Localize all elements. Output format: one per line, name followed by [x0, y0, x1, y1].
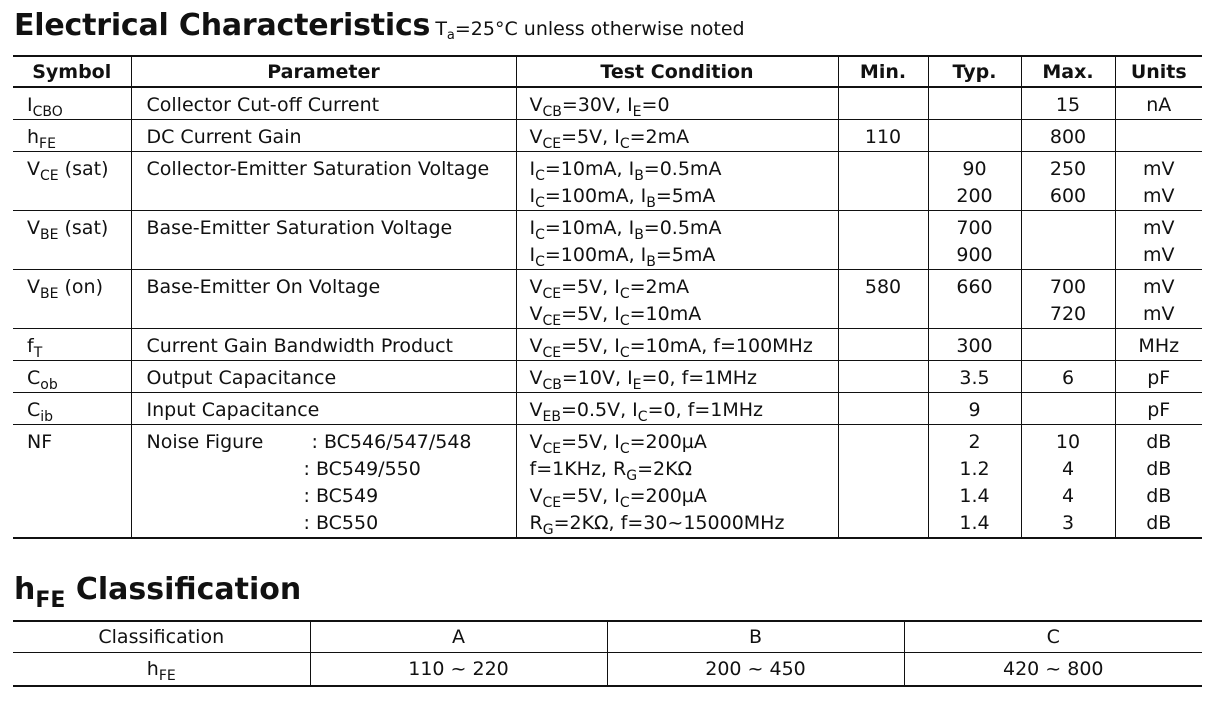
min-value	[839, 397, 928, 424]
condition-text: =30V, I	[561, 94, 633, 116]
condition-line	[530, 333, 838, 360]
min-value	[839, 183, 928, 210]
condition-subscript: B	[646, 254, 656, 270]
parameter-name: Base-Emitter On Voltage	[146, 276, 381, 298]
condition-subscript: G	[542, 522, 554, 538]
typ-value: 90	[962, 158, 987, 180]
min-value: 580	[864, 276, 902, 298]
min-value	[839, 483, 928, 510]
condition-subscript: CE	[542, 286, 562, 302]
symbol-cell	[13, 393, 131, 425]
condition-cell	[516, 152, 838, 211]
condition-text: V	[529, 276, 543, 298]
units-value: dB	[1146, 431, 1172, 453]
condition-subscript: C	[637, 409, 648, 425]
max-cell	[1021, 270, 1115, 329]
units-value: mV	[1142, 158, 1175, 180]
condition-subscript: CE	[542, 495, 562, 511]
typ-cell	[928, 211, 1021, 270]
parameter-cell	[131, 211, 516, 270]
symbol-subscript: ib	[40, 409, 54, 425]
condition-text: V	[529, 367, 543, 389]
parameter-cell	[131, 393, 516, 425]
typ-value: 700	[956, 217, 993, 239]
table-row	[13, 87, 1202, 120]
symbol-cell	[13, 120, 131, 152]
parameter-name: DC Current Gain	[146, 126, 302, 148]
typ-value	[929, 124, 1021, 151]
condition-cell	[516, 211, 838, 270]
parameter-cell	[131, 329, 516, 361]
max-value: 720	[1049, 303, 1087, 325]
min-cell	[838, 211, 928, 270]
device-variant: : BC549	[303, 485, 379, 507]
condition-subscript: C	[619, 495, 630, 511]
condition-line	[530, 215, 838, 242]
symbol-base: V	[27, 217, 40, 239]
units-value: MHz	[1138, 335, 1180, 357]
min-value	[839, 242, 928, 269]
symbol-base: C	[27, 399, 41, 421]
typ-cell	[928, 393, 1021, 425]
header-symbol: Symbol	[13, 56, 131, 87]
parameter-line	[147, 429, 516, 456]
symbol-base: V	[27, 158, 40, 180]
max-cell	[1021, 329, 1115, 361]
condition-text: =100mA, I	[544, 244, 647, 266]
symbol-cell	[13, 152, 131, 211]
condition-text: =10mA, I	[544, 158, 635, 180]
units-cell	[1115, 211, 1202, 270]
units-cell	[1115, 120, 1202, 152]
parameter-line	[147, 456, 516, 483]
min-value	[839, 510, 928, 537]
max-value	[1022, 333, 1115, 360]
condition-cell	[516, 120, 838, 152]
condition-text: I	[529, 244, 536, 266]
condition-line	[530, 92, 838, 119]
condition-text: V	[529, 94, 543, 116]
condition-line	[530, 429, 838, 456]
typ-cell	[928, 425, 1021, 539]
condition-subscript: C	[535, 227, 545, 243]
classification-header-row	[13, 621, 1202, 653]
range-c: 420 ~ 800	[904, 653, 1202, 687]
condition-cell	[516, 270, 838, 329]
condition-line	[530, 301, 838, 328]
hfe-classification-table	[13, 620, 1202, 687]
parameter-name: Base-Emitter Saturation Voltage	[146, 217, 453, 239]
condition-line	[530, 483, 838, 510]
units-cell	[1115, 270, 1202, 329]
condition-subscript: C	[535, 195, 545, 211]
condition-text: =5V, I	[561, 485, 620, 507]
max-cell	[1021, 120, 1115, 152]
header-max: Max.	[1021, 56, 1115, 87]
range-b: 200 ~ 450	[607, 653, 904, 687]
parameter-name: Noise Figure	[146, 431, 264, 453]
condition-subscript: E	[632, 104, 642, 120]
symbol-cell	[13, 425, 131, 539]
units-cell	[1115, 87, 1202, 120]
typ-value: 660	[956, 276, 993, 298]
symbol-base: f	[27, 335, 34, 357]
header-test-condition: Test Condition	[516, 56, 838, 87]
units-value: dB	[1146, 485, 1172, 507]
max-value: 800	[1049, 126, 1087, 148]
condition-text: R	[529, 512, 543, 534]
condition-subscript: EB	[542, 409, 561, 425]
condition-text: =5mA	[655, 185, 716, 207]
min-cell	[838, 152, 928, 211]
max-value	[1022, 242, 1115, 269]
condition-subscript: B	[646, 195, 656, 211]
condition-subscript: E	[632, 377, 642, 393]
condition-line	[530, 274, 838, 301]
class-a: A	[310, 621, 607, 653]
min-cell	[838, 329, 928, 361]
condition-text: =10mA, I	[544, 217, 635, 239]
symbol-subscript: BE	[40, 227, 59, 243]
max-value: 700	[1049, 276, 1087, 298]
hfe-classification-title: $h_{FE}$ Classification	[14, 572, 302, 613]
symbol-base: C	[27, 367, 41, 389]
units-value: dB	[1146, 458, 1172, 480]
min-cell	[838, 120, 928, 152]
condition-subscript: C	[619, 313, 630, 329]
condition-line	[530, 397, 838, 424]
min-value	[839, 333, 928, 360]
units-cell	[1115, 152, 1202, 211]
min-value	[839, 215, 928, 242]
max-value: 4	[1061, 485, 1075, 507]
symbol-subscript: CBO	[32, 104, 63, 120]
condition-text: =0.5V, I	[560, 399, 638, 421]
condition-text: I	[529, 217, 536, 239]
min-cell	[838, 425, 928, 539]
condition-subscript: CE	[542, 441, 562, 457]
symbol-subscript: T	[33, 345, 43, 361]
temperature-note: $T_a=25^\circ C$ unless otherwise noted	[435, 18, 745, 43]
table-row	[13, 329, 1202, 361]
condition-subscript: B	[634, 227, 644, 243]
parameter-name: Input Capacitance	[146, 399, 320, 421]
condition-text: =5V, I	[561, 303, 620, 325]
parameter-name: Output Capacitance	[146, 367, 337, 389]
symbol-subscript: CE	[40, 168, 59, 184]
condition-subscript: C	[619, 286, 630, 302]
symbol-cell	[13, 361, 131, 393]
max-value: 15	[1055, 94, 1081, 116]
condition-line	[530, 456, 838, 483]
table-row	[13, 270, 1202, 329]
condition-text: =5V, I	[561, 431, 620, 453]
parameter-name: Collector-Emitter Saturation Voltage	[146, 158, 490, 180]
typ-value: 1.4	[959, 485, 990, 507]
condition-text: =2mA	[629, 276, 690, 298]
units-cell	[1115, 329, 1202, 361]
hfe-row-label: $h_{FE}$	[146, 658, 176, 684]
condition-subscript: CB	[542, 104, 562, 120]
units-value: mV	[1142, 217, 1175, 239]
condition-line	[530, 510, 838, 537]
condition-cell	[516, 329, 838, 361]
max-cell	[1021, 425, 1115, 539]
typ-value	[929, 301, 1021, 328]
typ-value: 9	[968, 399, 981, 421]
typ-cell	[928, 361, 1021, 393]
condition-subscript: C	[619, 136, 630, 152]
header-min: Min.	[838, 56, 928, 87]
max-value	[1022, 215, 1115, 242]
condition-text: f=1KHz, R	[529, 458, 627, 480]
units-value: nA	[1146, 94, 1172, 116]
table-body	[13, 87, 1202, 538]
device-variant: : BC550	[303, 512, 379, 534]
classification-label: Classification	[13, 621, 310, 653]
condition-text: =100mA, I	[544, 185, 647, 207]
parameter-name: Collector Cut-off Current	[146, 94, 380, 116]
condition-text: V	[529, 431, 543, 453]
min-value	[839, 365, 928, 392]
condition-text: =10mA	[629, 303, 702, 325]
table-row	[13, 393, 1202, 425]
symbol-base: h	[27, 126, 40, 148]
symbol-subscript: FE	[39, 136, 56, 152]
units-value: mV	[1142, 303, 1175, 325]
condition-cell	[516, 393, 838, 425]
header-typ: Typ.	[928, 56, 1021, 87]
condition-line	[530, 242, 838, 269]
symbol-base: V	[27, 276, 40, 298]
condition-subscript: C	[535, 254, 545, 270]
max-value: 600	[1049, 185, 1087, 207]
min-value	[839, 92, 928, 119]
device-variant: : BC549/550	[303, 458, 421, 480]
symbol-suffix: (sat)	[58, 217, 109, 239]
condition-text: V	[529, 485, 543, 507]
min-cell	[838, 361, 928, 393]
condition-cell	[516, 87, 838, 120]
units-value: pF	[1147, 367, 1171, 389]
condition-text: V	[529, 335, 543, 357]
parameter-name: Current Gain Bandwidth Product	[146, 335, 453, 357]
condition-subscript: C	[619, 345, 630, 361]
symbol-suffix: (sat)	[58, 158, 109, 180]
max-cell	[1021, 393, 1115, 425]
condition-text: I	[529, 185, 536, 207]
table-header-row	[13, 56, 1202, 87]
condition-text: =2KΩ	[637, 458, 693, 480]
condition-text: =0.5mA	[643, 217, 722, 239]
condition-text: =0, f=1MHz	[641, 367, 757, 389]
typ-cell	[928, 152, 1021, 211]
condition-subscript: CE	[542, 313, 562, 329]
units-cell	[1115, 425, 1202, 539]
units-value: mV	[1142, 185, 1175, 207]
typ-cell	[928, 87, 1021, 120]
condition-subscript: C	[535, 168, 545, 184]
condition-text: =0.5mA	[643, 158, 722, 180]
condition-line	[530, 183, 838, 210]
units-value: dB	[1146, 512, 1172, 534]
condition-text: =2KΩ, f=30~15000MHz	[553, 512, 785, 534]
typ-value: 1.2	[959, 458, 990, 480]
condition-subscript: G	[626, 468, 638, 484]
max-value: 6	[1061, 367, 1075, 389]
condition-line	[530, 365, 838, 392]
typ-value: 200	[956, 185, 993, 207]
header-parameter: Parameter	[131, 56, 516, 87]
min-cell	[838, 270, 928, 329]
symbol-cell	[13, 211, 131, 270]
units-cell	[1115, 393, 1202, 425]
max-cell	[1021, 211, 1115, 270]
min-cell	[838, 87, 928, 120]
condition-text: =5V, I	[561, 335, 620, 357]
parameter-cell	[131, 87, 516, 120]
typ-cell	[928, 329, 1021, 361]
units-value: mV	[1142, 244, 1175, 266]
typ-value: 1.4	[959, 512, 990, 534]
condition-cell	[516, 425, 838, 539]
page-title	[14, 8, 745, 43]
max-value	[1022, 397, 1115, 424]
symbol-base: NF	[27, 431, 53, 453]
parameter-line	[147, 510, 516, 537]
min-cell	[838, 393, 928, 425]
typ-value: 900	[956, 244, 993, 266]
symbol-base: I	[27, 94, 33, 116]
min-value	[839, 156, 928, 183]
condition-subscript: CB	[542, 377, 562, 393]
condition-text: =5mA	[655, 244, 716, 266]
condition-text: =5V, I	[561, 276, 620, 298]
condition-text: =200µA	[629, 431, 707, 453]
symbol-cell	[13, 87, 131, 120]
max-value: 3	[1061, 512, 1075, 534]
condition-subscript: C	[619, 441, 630, 457]
device-variant: : BC546/547/548	[311, 431, 472, 453]
condition-text: =5V, I	[561, 126, 620, 148]
condition-line	[530, 124, 838, 151]
parameter-line	[147, 483, 516, 510]
condition-text: =0, f=1MHz	[647, 399, 764, 421]
title-text: Electrical Characteristics	[14, 8, 431, 43]
max-cell	[1021, 87, 1115, 120]
max-value: 250	[1049, 158, 1087, 180]
units-value: mV	[1142, 276, 1175, 298]
units-value: pF	[1147, 399, 1171, 421]
symbol-cell	[13, 329, 131, 361]
max-cell	[1021, 361, 1115, 393]
table-row	[13, 425, 1202, 539]
table-row	[13, 152, 1202, 211]
symbol-suffix: (on)	[58, 276, 103, 298]
hfe-range-row	[13, 653, 1202, 687]
condition-text: =10mA, f=100MHz	[629, 335, 813, 357]
condition-text: V	[529, 399, 543, 421]
condition-text: =200µA	[629, 485, 707, 507]
parameter-cell	[131, 361, 516, 393]
parameter-cell	[131, 120, 516, 152]
parameter-cell	[131, 425, 516, 539]
symbol-cell	[13, 270, 131, 329]
typ-value: 300	[956, 335, 993, 357]
min-value	[839, 429, 928, 456]
electrical-characteristics-table	[13, 55, 1202, 539]
condition-text: =0	[641, 94, 670, 116]
condition-subscript: CE	[542, 345, 562, 361]
typ-value	[929, 92, 1021, 119]
max-value: 10	[1055, 431, 1081, 453]
table-row	[13, 361, 1202, 393]
range-a: 110 ~ 220	[310, 653, 607, 687]
max-cell	[1021, 152, 1115, 211]
condition-text: =10V, I	[561, 367, 633, 389]
condition-text: I	[529, 158, 536, 180]
class-c: C	[904, 621, 1202, 653]
parameter-cell	[131, 152, 516, 211]
condition-text: =2mA	[629, 126, 690, 148]
units-cell	[1115, 361, 1202, 393]
symbol-subscript: BE	[40, 286, 59, 302]
max-value: 4	[1061, 458, 1075, 480]
min-value	[839, 301, 928, 328]
condition-line	[530, 156, 838, 183]
min-value: 110	[864, 126, 902, 148]
units-value	[1116, 124, 1203, 151]
parameter-cell	[131, 270, 516, 329]
class-b: B	[607, 621, 904, 653]
table-row	[13, 211, 1202, 270]
header-units: Units	[1115, 56, 1202, 87]
condition-subscript: B	[634, 168, 644, 184]
condition-text: V	[529, 126, 543, 148]
min-value	[839, 456, 928, 483]
symbol-subscript: ob	[40, 377, 58, 393]
typ-value: 2	[968, 431, 981, 453]
condition-cell	[516, 361, 838, 393]
table-row	[13, 120, 1202, 152]
condition-subscript: CE	[542, 136, 562, 152]
typ-cell	[928, 270, 1021, 329]
typ-cell	[928, 120, 1021, 152]
condition-text: V	[529, 303, 543, 325]
typ-value: 3.5	[959, 367, 990, 389]
